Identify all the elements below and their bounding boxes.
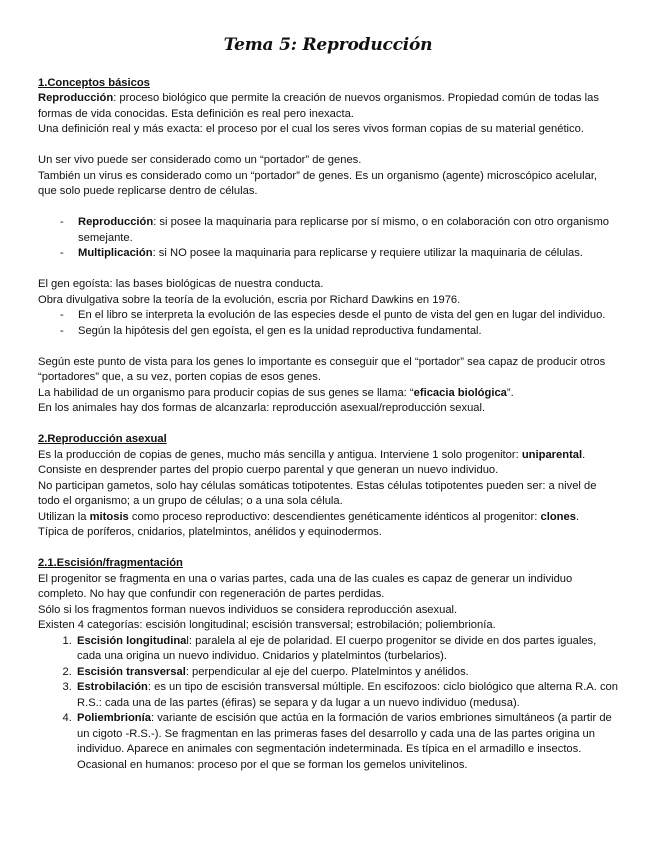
text: l: paralela al eje de polaridad. El cuerpo progenitor se divide en dos partes iguales, cada una origina un nuevo individuo. Cnidarios y platelmintos (turbelarios). [77,634,597,662]
text: : es un tipo de escisión transversal múltiple. En escifozoos: ciclo biológico que alterna R.A. con R.S.: cada una de las partes (éfiras) se separa y da lugar a un nuevo individuo (medusa). [77,681,618,709]
paragraph [38,448,618,464]
term: Poliembrionía [77,712,151,724]
paragraph: Típica de poríferos, cnidarios, platelmintos, anélidos y equinodermos. [38,526,382,538]
text: : proceso biológico que permite la creación de nuevos organismos. Propiedad común de todas las formas de vida conocidas. Esta definición es real pero inexacta. [38,92,599,120]
bullet-list [38,308,618,339]
section-heading-1: 1.Conceptos básicos [38,76,150,89]
document-page [38,35,618,773]
paragraph: No participan gametos, solo hay células somáticas totipotentes. Estas células totipotentes pueden ser: a nivel de todo el organismo; a un grupo de células; o a una sola célula. [38,479,597,507]
list-item [78,215,618,246]
paragraph: Un ser vivo puede ser considerado como un “portador” de genes. [38,154,362,166]
text: : perpendicular al eje del cuerpo. Platelmintos y anélidos. [185,665,469,678]
paragraph [38,386,618,402]
list-item [75,680,618,711]
term: Escisión transversal [77,665,186,678]
term: mitosis [89,510,129,523]
term: Escisión longitudina [77,634,187,647]
paragraph: Existen 4 categorías: escisión longitudinal; escisión transversal; estrobilación; poliembrionía. [38,619,496,631]
page-title: Tema 5: Reproducción [223,35,433,55]
term: eficacia biológica [413,386,507,399]
text: como proceso reproductivo: descendientes genéticamente idénticos al progenitor: [128,510,541,523]
paragraph: También un virus es considerado como un “portador” de genes. Es un organismo (agente) microscópico acelular, que solo puede replicarse dentro de células. [38,169,598,197]
list-item: - En el libro se interpreta la evolución de las especies desde el punto de vista del gen en lugar del individuo. [78,308,618,324]
term: Reproducción [38,92,114,104]
list-item [75,711,618,773]
paragraph: Sólo si los fragmentos forman nuevos individuos se considera reproducción asexual. [38,603,458,616]
text: . [575,510,580,523]
text: ”. [506,386,514,399]
term: Multiplicación [78,247,153,259]
paragraph: Una definición real y más exacta: el proceso por el cual los seres vivos forman copias de su material genético. [38,123,584,135]
list-item [75,665,618,681]
paragraph [38,91,618,122]
paragraph: El progenitor se fragmenta en una o varias partes, cada una de las cuales es capaz de generar un individuo completo. No hay que confundir con regeneración de partes perdidas. [38,572,573,600]
text: : si NO posee la maquinaria para replicarse y requiere utilizar la maquinaria de células. [152,247,583,259]
text: : variante de escisión que actúa en la formación de varios embriones simultáneos (a partir de un cigoto -R.S.-). Se fragmentan en las primeras fases del desarrollo y cada una de las partes origina un individuo. Aparece en animales con segmentación indeterminada. Es típica en el armadillo e insectos. Ocasional en humanos: proceso por el que se forman los gemelos univitelinos. [77,712,612,771]
paragraph: En los animales hay dos formas de alcanzarla: reproducción asexual/reproducción sexual. [38,402,486,414]
list-item: - Según la hipótesis del gen egoísta, el gen es la unidad reproductiva fundamental. [78,324,618,340]
term: clones [540,510,576,523]
section-heading-2-1: 2.1.Escisión/fragmentación [38,557,183,569]
text: Es la producción de copias de genes, mucho más sencilla y antigua. Interviene 1 solo progenitor: [38,448,522,461]
text: : si posee la maquinaria para replicarse por sí mismo, o en colaboración con otro organismo semejante. [78,216,610,244]
term: Estrobilación [77,681,148,693]
term: uniparental [521,448,583,461]
numbered-list [38,634,618,774]
paragraph: Según este punto de vista para los genes lo importante es conseguir que el “portador” sea capaz de producir otros “portadores” que, a su vez, porten copias de esos genes. [38,355,606,383]
term: Reproducción [78,216,154,228]
bullet-list [38,215,618,262]
paragraph: Consiste en desprender partes del propio cuerpo parental y que generan un nuevo individuo. [38,464,499,476]
paragraph [38,510,618,526]
list-item [78,246,618,262]
text: La habilidad de un organismo para producir copias de sus genes se llama: “ [38,386,414,399]
section-heading-2: 2.Reproducción asexual [38,433,167,445]
list-item [75,634,618,665]
paragraph: El gen egoísta: las bases biológicas de nuestra conducta. [38,278,324,290]
text: . [582,448,586,461]
paragraph: Obra divulgativa sobre la teoría de la evolución, escria por Richard Dawkins en 1976. [38,293,461,306]
text: Utilizan la [38,510,90,523]
